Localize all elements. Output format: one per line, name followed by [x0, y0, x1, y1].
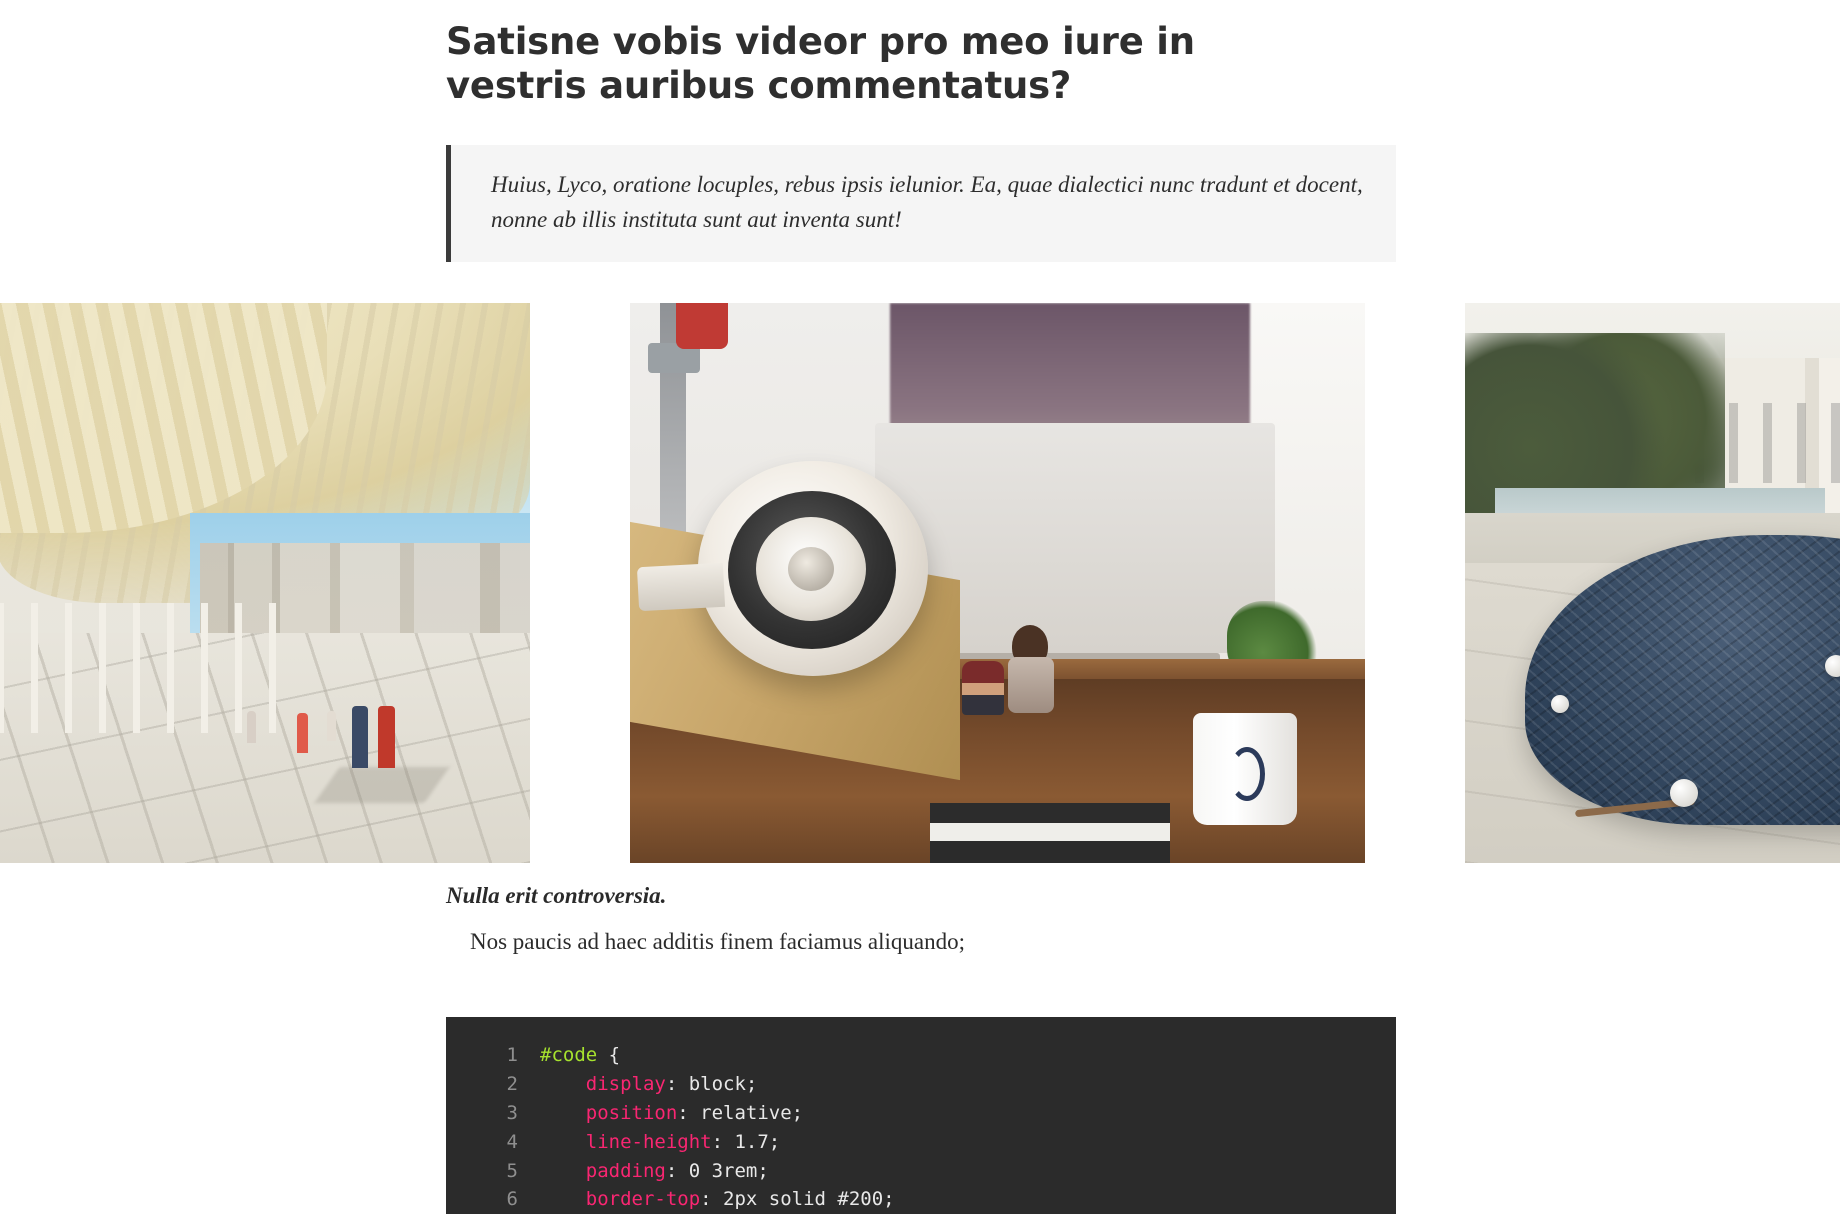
css-value: : 1.7; — [711, 1130, 781, 1153]
line-number: 3 — [506, 1101, 518, 1124]
stacked-books — [930, 803, 1170, 863]
person-figure — [247, 711, 256, 743]
css-property: position — [585, 1101, 678, 1124]
code-line — [446, 1128, 1396, 1157]
article-body — [446, 883, 1406, 955]
pull-quote-text: Huius, Lyco, oratione locuples, rebus ipsis ielunior. Ea, quae dialectici nunc tradunt et docent, nonne ab illis instituta sunt aut inventa sunt! — [491, 171, 1363, 233]
css-value: : 2px solid #200; — [700, 1188, 895, 1211]
css-property: line-height — [585, 1130, 712, 1153]
css-property: display — [585, 1072, 666, 1095]
person-figure — [352, 706, 368, 768]
lead-paragraph: Nulla erit controversia. — [446, 883, 667, 909]
code-line — [446, 1041, 1396, 1070]
code-line — [446, 1157, 1396, 1186]
red-object — [676, 303, 728, 349]
code-line-text — [540, 1185, 1396, 1214]
code-line-text — [540, 1099, 1396, 1128]
fishing-nets-harbour-image — [1465, 303, 1840, 863]
trees-right — [1825, 343, 1840, 463]
code-line-text — [540, 1041, 1396, 1070]
line-number: 4 — [506, 1130, 518, 1153]
net-float — [1551, 695, 1569, 713]
code-line-text — [540, 1157, 1396, 1186]
code-line — [446, 1070, 1396, 1099]
code-line-text — [540, 1070, 1396, 1099]
image-gallery — [0, 287, 1840, 847]
page-title: Satisne vobis videor pro meo iure in vestris auribus commentatus? — [446, 20, 1195, 108]
small-toy — [962, 661, 1004, 715]
css-selector: #code — [540, 1044, 598, 1067]
line-number: 5 — [506, 1159, 518, 1182]
css-value: : block; — [665, 1072, 758, 1095]
css-property: padding — [585, 1159, 666, 1182]
speaker-on-desk-image — [630, 303, 1365, 863]
css-value: : 0 3rem; — [665, 1159, 769, 1182]
seafront-promenade-canopy-image — [0, 303, 530, 863]
figurine-body — [1008, 657, 1054, 713]
person-figure — [327, 711, 336, 741]
mug-logo — [1229, 747, 1265, 801]
code-line-text — [540, 1128, 1396, 1157]
line-number: 2 — [506, 1072, 518, 1095]
body-paragraph: Nos paucis ad haec additis finem faciamus aliquando; — [470, 929, 965, 955]
person-figure — [297, 713, 308, 753]
net-float — [1825, 655, 1840, 677]
gallery-image-fishing-nets-harbour[interactable] — [1465, 303, 1840, 863]
gallery-image-seafront-promenade-canopy[interactable] — [0, 303, 530, 863]
css-property: border-top — [585, 1188, 701, 1211]
css-brace: { — [597, 1044, 621, 1067]
code-block[interactable] — [446, 1017, 1396, 1214]
gallery-image-speaker-on-desk[interactable] — [630, 303, 1365, 863]
line-number: 1 — [506, 1044, 518, 1067]
line-number: 6 — [506, 1188, 518, 1211]
net-float — [1670, 779, 1698, 807]
code-line — [446, 1099, 1396, 1128]
code-line — [446, 1185, 1396, 1214]
speaker-dome — [788, 547, 834, 591]
css-value: : relative; — [677, 1101, 804, 1124]
pull-quote — [446, 145, 1396, 262]
person-figure — [378, 706, 395, 768]
speaker-horn — [637, 563, 725, 611]
